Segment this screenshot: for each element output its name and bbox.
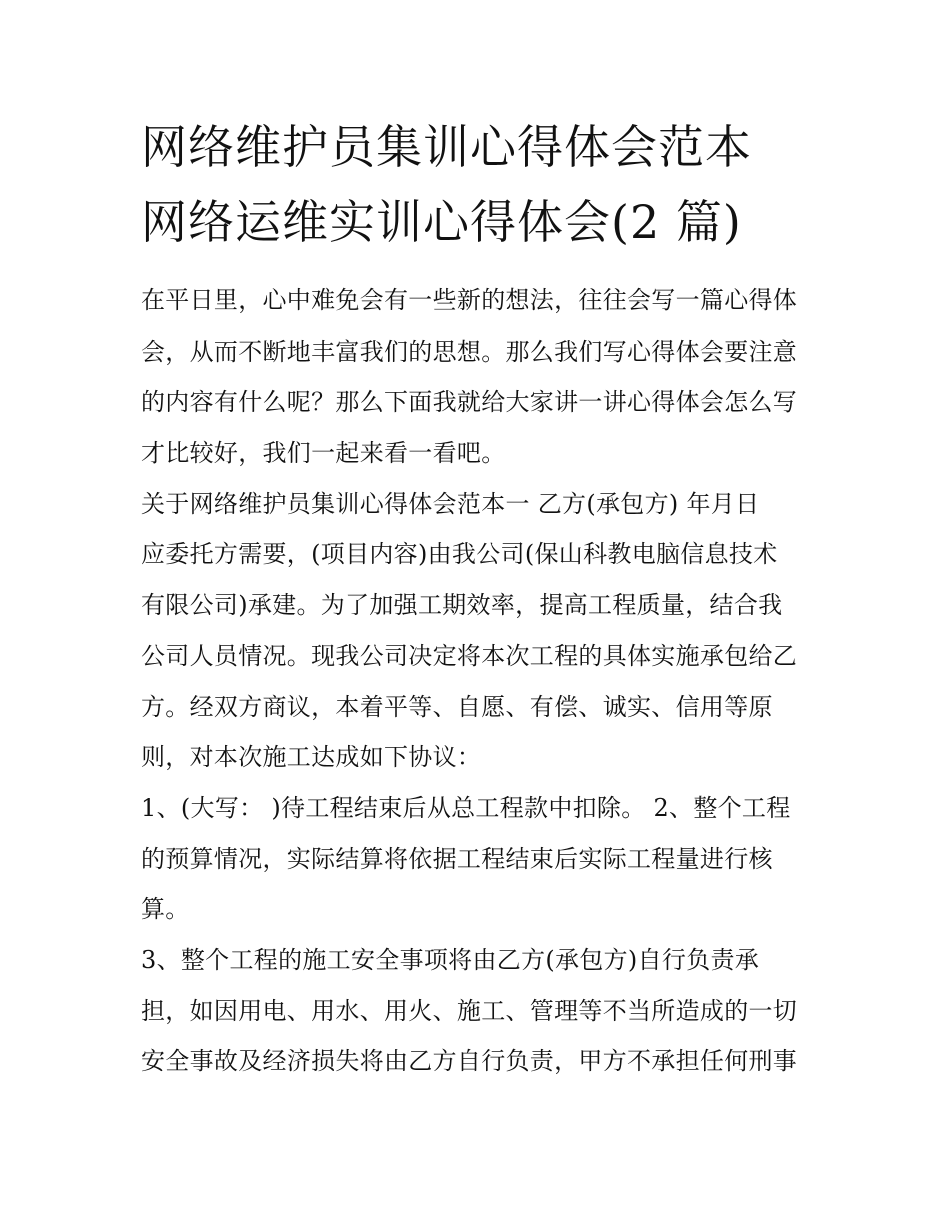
document-title-line-2: 网络运维实训心得体会(2 篇): [141, 195, 742, 249]
paragraph-line: 1、(大写： )待工程结束后从总工程款中扣除。 2、整个工程: [141, 794, 791, 822]
document-title-line-1: 网络维护员集训心得体会范本: [141, 120, 752, 174]
paragraph-line: 算。: [141, 895, 190, 923]
paragraph-line: 3、整个工程的施工安全事项将由乙方(承包方)自行负责承: [141, 946, 760, 974]
paragraph-line: 的内容有什么呢？那么下面我就给大家讲一讲心得体会怎么写: [141, 388, 798, 416]
paragraph-line: 应委托方需要，(项目内容)由我公司(保山科教电脑信息技术: [141, 540, 778, 568]
paragraph-line: 的预算情况，实际结算将依据工程结束后实际工程量进行核: [141, 845, 773, 873]
paragraph-line: 会，从而不断地丰富我们的思想。那么我们写心得体会要注意: [141, 338, 798, 366]
paragraph-line: 方。经双方商议，本着平等、自愿、有偿、诚实、信用等原: [141, 693, 773, 721]
paragraph-line: 则，对本次施工达成如下协议：: [141, 743, 482, 771]
paragraph-line: 担，如因用电、用水、用火、施工、管理等不当所造成的一切: [141, 997, 798, 1025]
paragraph-line: 在平日里，心中难免会有一些新的想法，往往会写一篇心得体: [141, 286, 798, 314]
paragraph-line: 有限公司)承建。为了加强工期效率，提高工程质量，结合我: [141, 591, 783, 619]
paragraph-line: 安全事故及经济损失将由乙方自行负责，甲方不承担任何刑事: [141, 1047, 798, 1075]
paragraph-line: 才比较好，我们一起来看一看吧。: [141, 439, 506, 467]
paragraph-line: 关于网络维护员集训心得体会范本一 乙方(承包方) 年月日: [141, 490, 760, 518]
paragraph-line: 公司人员情况。现我公司决定将本次工程的具体实施承包给乙: [141, 642, 798, 670]
